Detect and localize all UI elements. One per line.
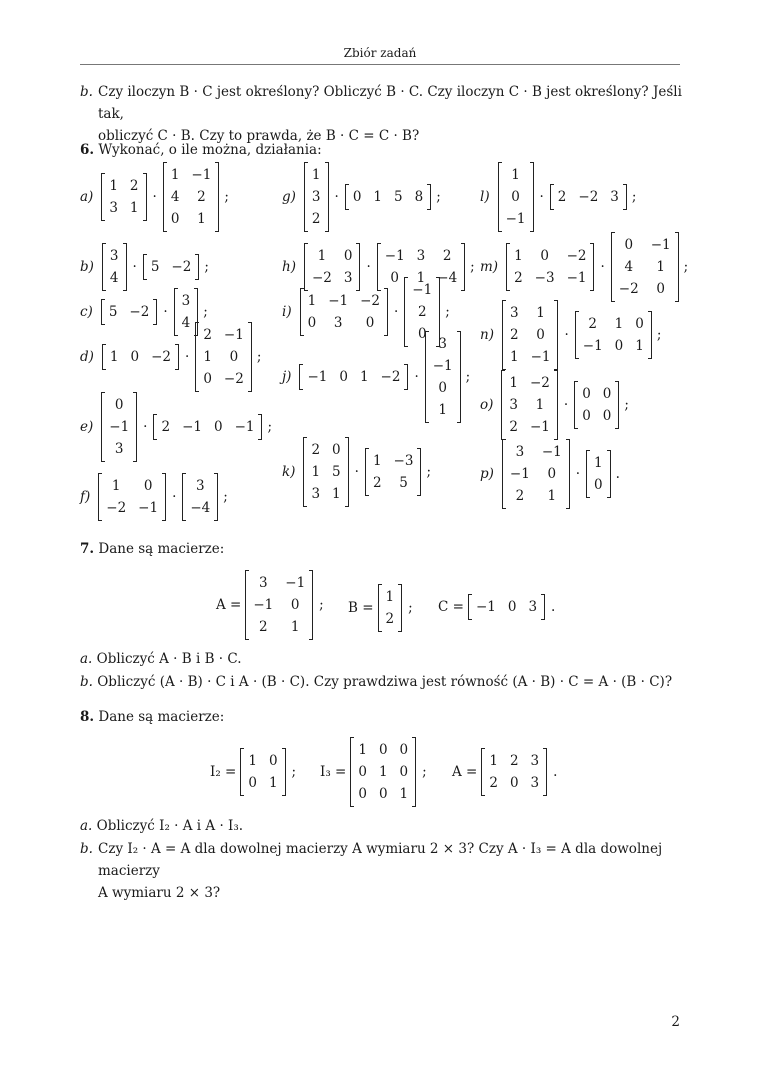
matrix-entry: 5	[394, 189, 403, 205]
ex8-matrix-I2: I₂ = 1 0 0 1 ;	[210, 748, 296, 796]
matrix-entry: 3	[181, 293, 191, 309]
multiply-dot: ·	[394, 304, 399, 320]
ex8-a-text: Obliczyć I₂ · A i A · I₃.	[96, 818, 244, 834]
matrix-entry: −1	[530, 349, 551, 365]
matrix-entry: 0	[229, 349, 239, 365]
ex8-b-line2: A wymiaru 2 × 3?	[98, 885, 221, 901]
ex6-item-label: f)	[80, 489, 91, 505]
ex6-item-end: ;	[470, 259, 475, 275]
matrix-entry: 3	[515, 444, 525, 460]
matrix-entry: 0	[378, 742, 388, 758]
ex7-C-label: C =	[438, 599, 464, 615]
ex6-item-label: o)	[480, 397, 494, 413]
matrix-entry: 1	[203, 349, 212, 365]
ex6-item-end: ;	[436, 189, 441, 205]
matrix-entry: 0	[170, 211, 180, 227]
matrix-entry: −2	[530, 375, 550, 391]
matrix-entry: −2	[171, 259, 192, 275]
ex7-a-label: a.	[80, 651, 93, 667]
multiply-dot: ·	[172, 489, 177, 505]
matrix-entry: −3	[534, 270, 555, 286]
matrix-entry: 2	[259, 619, 268, 635]
matrix-entry: 0	[399, 742, 409, 758]
matrix-entry: −1	[412, 282, 433, 298]
ex8-number: 8.	[80, 709, 95, 725]
matrix-entry: 1	[509, 375, 518, 391]
matrix-entry: 3	[416, 248, 426, 264]
ex6-item-end: ;	[656, 327, 662, 343]
matrix-entry: −1	[582, 338, 603, 354]
matrix-entry: 2	[509, 327, 519, 343]
matrix-entry: 5	[150, 259, 160, 275]
ex6-item-label: h)	[282, 259, 296, 275]
matrix-entry: 1	[359, 369, 369, 385]
ex6-item	[282, 162, 441, 232]
matrix-entry: 1	[399, 786, 409, 802]
matrix-entry: −1	[138, 500, 159, 516]
matrix-entry: 0	[130, 349, 140, 365]
matrix-entry: 2	[509, 419, 518, 435]
matrix-entry: 1	[373, 189, 382, 205]
matrix-entry: 3	[610, 189, 619, 205]
matrix-entry: 0	[143, 478, 153, 494]
ex6-number: 6.	[80, 142, 95, 158]
ex6-item-end: ;	[445, 304, 450, 320]
ex6-item	[480, 232, 688, 302]
ex6-item-end: ;	[683, 259, 689, 275]
ex8-I2-matrix	[240, 748, 285, 796]
ex6-right-matrix	[425, 331, 461, 423]
matrix-entry: 1	[290, 619, 300, 635]
matrix-entry: −2	[151, 349, 172, 365]
ex7-a-text: Obliczyć A · B i B · C.	[96, 651, 242, 667]
matrix-entry: 2	[129, 178, 139, 194]
matrix-entry: 3	[109, 248, 119, 264]
matrix-entry: −1	[475, 599, 496, 615]
multiply-dot: ·	[539, 189, 544, 205]
matrix-entry: 1	[656, 259, 665, 275]
multiply-dot: ·	[185, 349, 190, 365]
matrix-entry: 2	[372, 475, 382, 491]
matrix-entry: −1	[530, 419, 550, 435]
ex6-item	[80, 162, 229, 232]
ex6-item	[480, 162, 636, 232]
matrix-entry: 3	[259, 575, 268, 591]
ex6-left-matrix	[299, 364, 408, 390]
ex6-item-end: ;	[256, 349, 262, 365]
matrix-entry: 1	[311, 167, 321, 183]
matrix-entry: 1	[332, 486, 341, 502]
ex6-item-end: ;	[224, 189, 229, 205]
matrix-entry: 1	[635, 338, 644, 354]
ex6-item-label: k)	[282, 464, 296, 480]
matrix-entry: 0	[635, 316, 644, 332]
ex5b-paragraph	[80, 81, 685, 147]
matrix-entry: 2	[385, 611, 395, 627]
matrix-entry: −1	[566, 270, 587, 286]
matrix-entry: 1	[438, 402, 447, 418]
ex6-left-matrix	[502, 439, 570, 509]
ex7-b-text: Obliczyć (A · B) · C i A · (B · C). Czy prawdziwa jest równość (A · B) · C = A · (B · C)?	[97, 674, 673, 690]
matrix-entry: 3	[196, 478, 205, 494]
ex6-item-label: j)	[282, 369, 292, 385]
matrix-entry: 2	[557, 189, 567, 205]
matrix-entry: 0	[594, 477, 603, 493]
matrix-entry: 1	[514, 248, 523, 264]
matrix-entry: 2	[442, 248, 452, 264]
ex6-item-end: ;	[631, 189, 637, 205]
ex6-title: Wykonać, o ile można, działania:	[98, 142, 322, 158]
matrix-entry: 0	[417, 326, 427, 342]
ex7-b	[80, 671, 685, 693]
ex6-item	[80, 243, 209, 291]
ex6-item-end: .	[615, 466, 620, 482]
ex7-b-label: b.	[80, 674, 93, 690]
ex6-left-matrix	[501, 370, 558, 440]
matrix-entry: 4	[170, 189, 180, 205]
ex6-right-matrix	[163, 162, 220, 232]
matrix-entry: 0	[547, 466, 557, 482]
matrix-entry: 1	[111, 478, 121, 494]
ex6-item-label: p)	[480, 466, 494, 482]
matrix-entry: 3	[528, 599, 538, 615]
matrix-entry: 3	[509, 397, 518, 413]
ex6-left-matrix	[303, 437, 348, 507]
ex6-left-matrix	[502, 300, 559, 370]
matrix-entry: 3	[311, 189, 321, 205]
matrix-entry: 2	[588, 316, 598, 332]
ex8-title: Dane są macierze:	[98, 709, 225, 725]
matrix-entry: 0	[602, 386, 612, 402]
matrix-entry: 2	[311, 211, 321, 227]
matrix-entry: 0	[536, 327, 545, 343]
matrix-entry: 0	[358, 764, 367, 780]
matrix-entry: 1	[594, 455, 603, 471]
matrix-entry: 0	[358, 786, 367, 802]
matrix-entry: 1	[358, 742, 367, 758]
matrix-entry: −1	[328, 293, 349, 309]
ex8-I2-label: I₂ =	[210, 764, 237, 780]
ex8-matrix-A: A = 1 2 3 2 0 3 .	[452, 748, 557, 796]
multiply-dot: ·	[354, 464, 359, 480]
matrix-entry: 0	[290, 597, 300, 613]
matrix-entry: 5	[332, 464, 341, 480]
ex6-left-matrix	[102, 243, 127, 291]
matrix-entry: 0	[582, 386, 591, 402]
matrix-entry: 1	[317, 248, 327, 264]
matrix-entry: −2	[380, 369, 401, 385]
ex6-right-matrix	[575, 311, 652, 359]
matrix-entry: −1	[285, 575, 306, 591]
ex6-item-end: ;	[267, 419, 273, 435]
matrix-entry: −1	[650, 237, 671, 253]
matrix-entry: −1	[384, 248, 405, 264]
matrix-entry: 1	[489, 753, 498, 769]
ex6-item-label: n)	[480, 327, 494, 343]
matrix-entry: 1	[547, 488, 557, 504]
matrix-entry: 2	[515, 488, 525, 504]
matrix-entry: −2	[106, 500, 127, 516]
matrix-entry: 0	[332, 442, 341, 458]
matrix-entry: −1	[541, 444, 562, 460]
multiply-dot: ·	[563, 397, 569, 413]
matrix-entry: 0	[624, 237, 634, 253]
matrix-entry: 2	[509, 753, 519, 769]
matrix-entry: 1	[509, 349, 519, 365]
ex6-left-matrix	[102, 344, 179, 370]
ex6-left-matrix	[506, 243, 594, 291]
matrix-entry: 5	[399, 475, 408, 491]
matrix-entry: 0	[378, 786, 388, 802]
ex8-a	[80, 815, 685, 837]
matrix-entry: 3	[530, 775, 540, 791]
multiply-dot: ·	[575, 466, 581, 482]
ex7-A-matrix	[245, 570, 313, 640]
matrix-entry: −1	[307, 369, 328, 385]
matrix-entry: 4	[624, 259, 634, 275]
ex6-item-label: m)	[480, 259, 499, 275]
matrix-entry: −2	[618, 281, 639, 297]
matrix-entry: −4	[437, 270, 458, 286]
ex6-item-label: b)	[80, 259, 94, 275]
matrix-entry: 3	[114, 441, 124, 457]
ex6-item-label: e)	[80, 419, 94, 435]
ex6-right-matrix	[586, 450, 611, 498]
matrix-entry: −1	[253, 597, 274, 613]
ex7-number: 7.	[80, 541, 95, 557]
ex8-I3-matrix	[350, 737, 416, 807]
ex6-item	[480, 370, 629, 440]
matrix-entry: −2	[129, 304, 150, 320]
ex6-item-end: ;	[203, 304, 208, 320]
running-header: Zbiór zadań	[343, 46, 417, 60]
ex6-right-matrix	[365, 448, 422, 496]
matrix-entry: 1	[109, 349, 119, 365]
ex6-right-matrix	[143, 254, 200, 280]
matrix-entry: 1	[416, 270, 426, 286]
matrix-entry: 5	[108, 304, 118, 320]
matrix-entry: 3	[530, 753, 540, 769]
ex6-item	[480, 300, 661, 370]
matrix-entry: 2	[197, 189, 206, 205]
matrix-entry: 0	[307, 315, 317, 331]
matrix-entry: 0	[203, 371, 212, 387]
matrix-entry: −1	[509, 466, 530, 482]
matrix-entry: 0	[365, 315, 375, 331]
matrix-entry: 3	[333, 315, 343, 331]
ex6-item-label: d)	[80, 349, 94, 365]
matrix-entry: 1	[372, 453, 382, 469]
matrix-entry: 4	[181, 315, 191, 331]
multiply-dot: ·	[143, 419, 148, 435]
ex6-item-end: ;	[204, 259, 209, 275]
ex6-item-end: ;	[465, 369, 471, 385]
multiply-dot: ·	[564, 327, 569, 343]
matrix-entry: 1	[248, 753, 257, 769]
ex7-title: Dane są macierze:	[98, 541, 225, 557]
multiply-dot: ·	[366, 259, 371, 275]
matrix-entry: 2	[514, 270, 523, 286]
matrix-entry: 2	[203, 327, 212, 343]
ex6-item	[480, 439, 620, 509]
ex6-right-matrix	[550, 184, 627, 210]
matrix-entry: 0	[399, 764, 409, 780]
ex8-heading	[80, 706, 685, 728]
ex7-matrix-A: A = 3 −1 −1 0 2 1 ;	[216, 570, 324, 640]
ex8-b-label: b.	[80, 841, 93, 857]
ex6-left-matrix	[304, 162, 329, 232]
matrix-entry: 0	[540, 248, 549, 264]
ex6-item-end: ;	[624, 397, 629, 413]
matrix-entry: 0	[614, 338, 624, 354]
matrix-entry: 2	[161, 419, 171, 435]
matrix-entry: 4	[109, 270, 119, 286]
ex6-item-end: ;	[223, 489, 228, 505]
matrix-entry: −2	[360, 293, 380, 309]
ex8-b-line1: Czy I₂ · A = A dla dowolnej macierzy A wymiaru 2 × 3? Czy A · I₃ = A dla dowolnej macierzy	[98, 841, 663, 879]
matrix-entry: 2	[311, 442, 321, 458]
matrix-entry: −2	[223, 371, 244, 387]
matrix-entry: 0	[248, 775, 257, 791]
matrix-entry: 0	[438, 380, 447, 396]
matrix-entry: 0	[507, 599, 517, 615]
matrix-entry: −1	[182, 419, 202, 435]
header-rule	[80, 64, 680, 65]
ex6-left-matrix	[101, 173, 146, 221]
matrix-entry: 0	[352, 189, 362, 205]
multiply-dot: ·	[600, 259, 605, 275]
matrix-entry: 0	[656, 281, 665, 297]
ex6-right-matrix	[345, 184, 431, 210]
matrix-entry: −1	[505, 211, 526, 227]
matrix-entry: 0	[343, 248, 353, 264]
matrix-entry: 1	[614, 316, 624, 332]
matrix-entry: 1	[378, 764, 388, 780]
ex6-left-matrix	[98, 473, 166, 521]
matrix-entry: 0	[509, 775, 519, 791]
ex5b-line2: obliczyć C · B. Czy to prawda, że B · C = C · B?	[98, 128, 420, 144]
matrix-entry: −2	[311, 270, 332, 286]
matrix-entry: 1	[129, 200, 139, 216]
ex6-right-matrix	[182, 473, 218, 521]
ex6-item-label: g)	[282, 189, 296, 205]
matrix-entry: −2	[566, 248, 587, 264]
ex6-item	[80, 473, 228, 521]
ex7-A-label: A =	[216, 597, 242, 613]
ex6-item-label: c)	[80, 304, 93, 320]
matrix-entry: 1	[511, 167, 520, 183]
multiply-dot: ·	[334, 189, 339, 205]
matrix-entry: −4	[190, 500, 211, 516]
matrix-entry: 1	[385, 589, 395, 605]
ex7-B-label: B =	[348, 600, 374, 616]
ex6-left-matrix	[498, 162, 534, 232]
matrix-entry: 3	[109, 200, 118, 216]
matrix-entry: 2	[489, 775, 498, 791]
ex5b-line1: Czy iloczyn B · C jest określony? Obliczyć B · C. Czy iloczyn C · B jest określony? Jeśli tak,	[98, 84, 682, 122]
ex6-heading	[80, 139, 685, 161]
matrix-entry: 0	[390, 270, 400, 286]
ex6-left-matrix	[300, 288, 388, 336]
matrix-entry: −1	[432, 358, 453, 374]
matrix-entry: 1	[536, 305, 545, 321]
matrix-entry: 3	[311, 486, 321, 502]
matrix-entry: −1	[191, 167, 212, 183]
ex8-b	[80, 838, 685, 904]
matrix-entry: −2	[578, 189, 599, 205]
ex6-right-matrix	[611, 232, 679, 302]
ex6-item	[80, 392, 272, 462]
matrix-entry: −3	[393, 453, 414, 469]
ex8-a-label: a.	[80, 818, 93, 834]
ex7-heading	[80, 538, 685, 560]
multiply-dot: ·	[152, 189, 157, 205]
matrix-entry: 2	[417, 304, 427, 320]
multiply-dot: ·	[132, 259, 137, 275]
ex8-A-matrix	[481, 748, 547, 796]
matrix-entry: 0	[213, 419, 223, 435]
matrix-entry: 1	[170, 167, 180, 183]
ex7-matrix-B: B = 1 2 ;	[348, 584, 413, 632]
ex6-item-label: a)	[80, 189, 94, 205]
ex6-item-end: ;	[426, 464, 431, 480]
matrix-entry: 3	[438, 336, 447, 352]
ex8-A-label: A =	[452, 764, 478, 780]
matrix-entry: −1	[223, 327, 244, 343]
matrix-entry: 0	[339, 369, 348, 385]
ex8-matrix-I3: I₃ = 1 0 0 0 1 0 0 0 1 ;	[320, 737, 427, 807]
ex7-B-matrix	[378, 584, 403, 632]
matrix-entry: 0	[602, 408, 612, 424]
ex7-matrix-C: C = −1 0 3 .	[438, 594, 555, 620]
matrix-entry: 3	[343, 270, 353, 286]
multiply-dot: ·	[163, 304, 168, 320]
ex6-left-matrix	[101, 392, 137, 462]
matrix-entry: 1	[197, 211, 206, 227]
matrix-entry: 1	[535, 397, 545, 413]
matrix-entry: −1	[234, 419, 255, 435]
matrix-entry: 0	[582, 408, 591, 424]
matrix-entry: 0	[268, 753, 278, 769]
page-number: 2	[671, 1014, 680, 1030]
multiply-dot: ·	[414, 369, 419, 385]
ex5b-label: b.	[80, 84, 93, 100]
matrix-entry: 1	[311, 464, 321, 480]
matrix-entry: 3	[509, 305, 519, 321]
ex7-C-matrix	[468, 594, 545, 620]
matrix-entry: 0	[114, 397, 124, 413]
ex6-item	[282, 437, 431, 507]
matrix-entry: 8	[414, 189, 424, 205]
ex6-right-matrix	[574, 381, 619, 429]
matrix-entry: 1	[109, 178, 118, 194]
ex6-item	[80, 322, 261, 392]
ex8-I3-label: I₃ =	[320, 764, 347, 780]
ex6-item-label: l)	[480, 189, 490, 205]
ex6-right-matrix	[153, 414, 262, 440]
ex6-item	[282, 331, 470, 423]
matrix-entry: 1	[307, 293, 317, 309]
ex7-a	[80, 648, 685, 670]
matrix-entry: 1	[268, 775, 278, 791]
matrix-entry: 0	[511, 189, 520, 205]
matrix-entry: −1	[109, 419, 130, 435]
ex6-item-label: i)	[282, 304, 292, 320]
ex6-right-matrix	[195, 322, 252, 392]
